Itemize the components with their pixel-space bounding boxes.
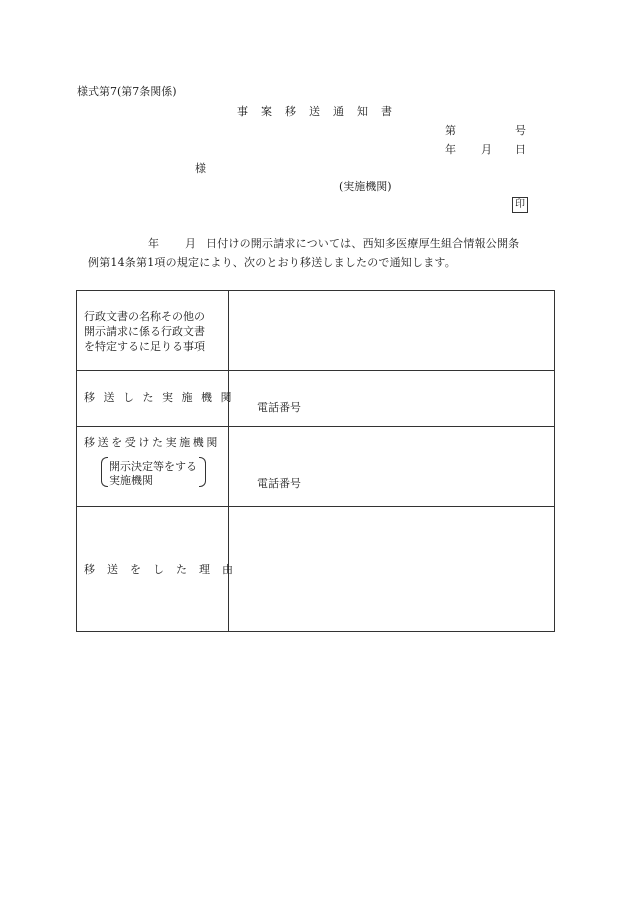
- row1-label-line3: を特定するに足りる事項: [84, 340, 205, 353]
- date-year: 年: [445, 143, 456, 156]
- addressee-suffix: 様: [195, 162, 206, 175]
- row1-label-line2: 開示請求に係る行政文書: [84, 325, 205, 338]
- body-year: 年: [148, 237, 159, 250]
- row3-label: 移送を受けた実施機関: [84, 436, 220, 449]
- form-number: 様式第7(第7条関係): [77, 85, 177, 98]
- row1-label-line1: 行政文書の名称その他の: [84, 310, 205, 323]
- doc-number-prefix: 第: [445, 124, 456, 137]
- row2-phone-label: 電話番号: [257, 401, 301, 414]
- bracket-left: [101, 457, 108, 487]
- date-day: 日: [515, 143, 526, 156]
- document-title: 事案移送通知書: [237, 105, 405, 118]
- table-column-divider: [228, 291, 229, 631]
- row2-label: 移送した実施機関: [84, 391, 240, 404]
- row3-sub-line2: 実施機関: [109, 474, 153, 487]
- row-divider: [77, 426, 554, 427]
- seal-stamp: 印: [512, 197, 528, 213]
- row-divider: [77, 370, 554, 371]
- body-month: 月: [185, 237, 196, 250]
- doc-number-suffix: 号: [515, 124, 526, 137]
- transfer-details-table: [76, 290, 555, 632]
- row3-sub-line1: 開示決定等をする: [109, 460, 197, 473]
- row-divider: [77, 506, 554, 507]
- date-month: 月: [481, 143, 492, 156]
- body-line2: 例第14条第1項の規定により、次のとおり移送しましたので通知します。: [88, 256, 456, 269]
- row4-label: 移送をした理由: [84, 563, 245, 576]
- sender-label: (実施機関): [339, 180, 392, 193]
- body-line1: 日付けの開示請求については、西知多医療厚生組合情報公開条: [206, 237, 520, 250]
- row3-phone-label: 電話番号: [257, 477, 301, 490]
- bracket-right: [199, 457, 206, 487]
